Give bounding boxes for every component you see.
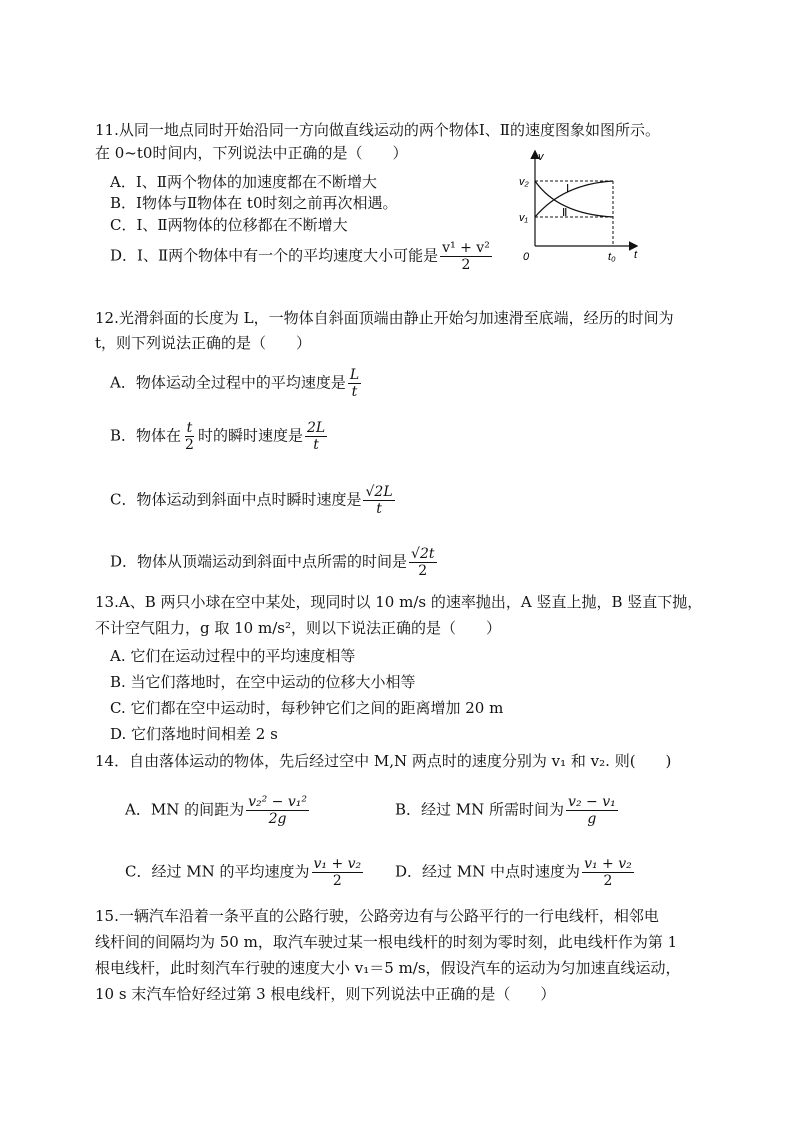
q11-graph-curve-2-label: Ⅱ: [562, 207, 568, 219]
q14-option-b-text: B．经过 MN 所需时间为: [395, 800, 565, 819]
q13-option-c: C. 它们都在空中运动时，每秒钟它们之间的距离增加 20 m: [110, 699, 504, 717]
q12-option-b-text: B．物体在: [110, 426, 182, 445]
q13-option-a: A. 它们在运动过程中的平均速度相等: [110, 647, 356, 665]
q11-graph-curve-1: [535, 181, 613, 217]
q15-line3: 根电线杆，此时刻汽车行驶的速度大小 v₁＝5 m/s，假设汽车的运动为匀加速直线运动，: [95, 959, 681, 977]
q15-line2: 线杆间的间隔均为 50 m，取汽车驶过某一根电线杆的时刻为零时刻，此电线杆作为第 1: [95, 933, 678, 951]
q12-option-c-text: C．物体运动到斜面中点时瞬时速度是: [110, 490, 362, 509]
q14-option-a-fraction: $\frac{\text{v₂² − v₁²}}{2g}$: [248, 794, 307, 827]
q11-stem-line1: 11.从同一地点同时开始沿同一方向做直线运动的两个物体Ⅰ、Ⅱ的速度图象如图所示。: [95, 121, 660, 139]
q12-option-d: [110, 546, 439, 579]
q15-line4: 10 s 末汽车恰好经过第 3 根电线杆，则下列说法中正确的是（ ）: [95, 985, 556, 1003]
q14-option-d: [395, 856, 636, 889]
q15-line1: 15.一辆汽车沿着一条平直的公路行驶，公路旁边有与公路平行的一行电线杆，相邻电: [95, 907, 659, 925]
q11-graph-origin: 0: [523, 251, 530, 263]
q11-graph-y-label: v: [538, 151, 544, 163]
q12-option-c: [110, 484, 397, 517]
q14-option-c-fraction: $\frac{\text{v₁ + v₂}}{2}$: [313, 856, 362, 889]
q14-option-d-text: D．经过 MN 中点时速度为: [395, 862, 581, 881]
q11-option-d: [110, 240, 494, 273]
q11-option-d-fraction: $\frac{\text{v¹ + v²}}{2}$: [442, 240, 490, 273]
q14-option-b-fraction: $\frac{\text{v₂ − v₁}}{g}$: [568, 794, 616, 827]
q12-option-a: [110, 367, 363, 400]
q13-stem-line1: 13.A、B 两只小球在空中某处，现同时以 10 m/s 的速率抛出，A 竖直上抛，B 竖直下抛，: [95, 593, 703, 611]
q12-option-a-text: A．物体运动全过程中的平均速度是: [110, 373, 346, 392]
q11-option-c: C．Ⅰ、Ⅱ两物体的位移都在不断增大: [110, 216, 348, 234]
q11-graph-curve-1-label: Ⅰ: [566, 183, 570, 195]
q12-stem-line2: t，则下列说法正确的是（ ）: [95, 334, 312, 352]
q14-option-a: [125, 794, 311, 827]
q11-graph-v2-label: v₂: [519, 176, 529, 188]
q12-option-d-fraction: $\frac{√2t}{2}$: [411, 546, 435, 579]
q12-option-b-fraction-1: $\frac{t}{2}$: [185, 420, 194, 453]
q11-velocity-graph: [508, 148, 648, 264]
q12-option-d-text: D．物体从顶端运动到斜面中点所需的时间是: [110, 552, 408, 571]
q11-option-b: B．Ⅰ物体与Ⅱ物体在 t0时刻之前再次相遇。: [110, 194, 398, 212]
q14-option-b: [395, 794, 620, 827]
q11-stem-line2: 在 0~t0时间内，下列说法中正确的是（ ）: [95, 144, 408, 162]
q11-option-a: A．Ⅰ、Ⅱ两个物体的加速度都在不断增大: [110, 173, 377, 191]
q14-option-c-text: C．经过 MN 的平均速度为: [125, 862, 310, 881]
q13-stem-line2: 不计空气阻力，g 取 10 m/s²，则以下说法正确的是（ ）: [95, 619, 501, 637]
q11-graph-x-label: t: [634, 249, 638, 261]
q11-option-d-text: D．Ⅰ、Ⅱ两个物体中有一个的平均速度大小可能是: [110, 246, 439, 265]
q12-option-b: [110, 420, 329, 453]
q13-option-b: B. 当它们落地时，在空中运动的位移大小相等: [110, 673, 416, 691]
q12-option-b-fraction-2: $\frac{2L}{t}$: [306, 420, 326, 453]
q13-option-d: D. 它们落地时间相差 2 s: [110, 725, 278, 743]
q14-option-a-text: A．MN 的间距为: [125, 800, 245, 819]
q12-option-c-fraction: $\frac{√2L}{t}$: [365, 484, 393, 517]
q14-option-c: [125, 856, 365, 889]
q11-graph-v1-label: v₁: [519, 212, 528, 224]
q12-option-a-fraction: $\frac{L}{t}$: [349, 367, 360, 400]
q12-option-b-text-mid: 时的瞬时速度是: [197, 426, 303, 445]
q14-option-d-fraction: $\frac{\text{v₁ + v₂}}{2}$: [584, 856, 632, 889]
q12-stem-line1: 12.光滑斜面的长度为 L，一物体自斜面顶端由静止开始匀加速滑至底端，经历的时间为: [95, 309, 674, 327]
q14-stem: 14．自由落体运动的物体，先后经过空中 M,N 两点时的速度分别为 v₁ 和 v₂. 则( ): [95, 752, 672, 770]
q11-graph-t0-label: t₀: [608, 251, 616, 263]
q11-graph-curve-2: [535, 181, 613, 217]
